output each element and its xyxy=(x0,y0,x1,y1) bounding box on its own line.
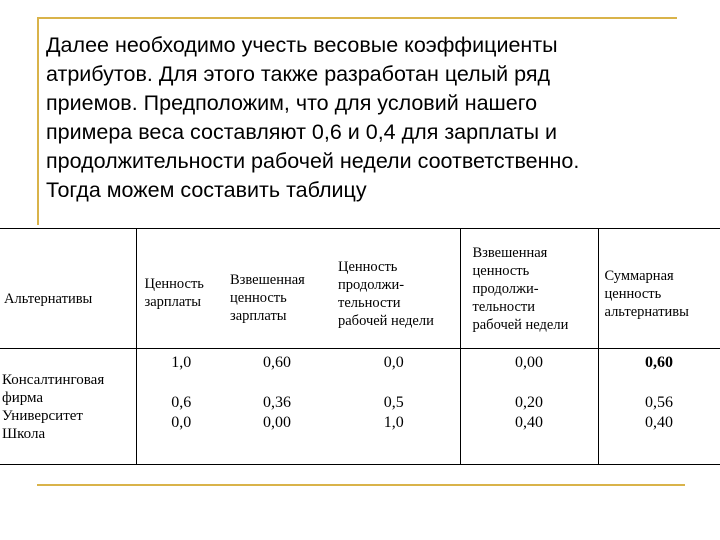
table-value: 0,0 xyxy=(171,414,192,431)
header-weighted-week xyxy=(460,229,598,349)
header-line: тельности xyxy=(472,298,536,315)
header-alternatives-label: Альтернативы xyxy=(4,290,93,307)
week-value-cell xyxy=(328,349,460,465)
decorative-rule-top xyxy=(37,17,677,19)
table-value: 0,6 xyxy=(171,394,192,411)
spacer xyxy=(139,373,225,393)
alternative-name: Школа xyxy=(2,425,46,442)
weighted-week-cell xyxy=(460,349,598,465)
header-line: ценность xyxy=(472,262,530,279)
header-alternatives xyxy=(0,229,136,349)
intro-line: продолжительности рабочей недели соответственно. xyxy=(46,149,580,173)
total-cell xyxy=(598,349,720,465)
intro-line: атрибутов. Для этого также разработан целый ряд xyxy=(46,62,551,86)
weighted-values-table xyxy=(0,228,720,465)
header-line: Суммарная xyxy=(604,267,674,284)
intro-line: примера веса составляют 0,6 и 0,4 для зарплаты и xyxy=(46,120,558,144)
table-value: 0,40 xyxy=(645,414,673,431)
intro-line: приемов. Предположим, что для условий нашего xyxy=(46,91,538,115)
alternatives-cell xyxy=(0,349,136,465)
spacer xyxy=(463,373,596,393)
table-value: 0,5 xyxy=(383,394,404,411)
table-value: 0,60 xyxy=(263,354,291,371)
header-line: продолжи- xyxy=(338,276,405,293)
header-total xyxy=(598,229,720,349)
spacer xyxy=(601,373,718,393)
table-header-row xyxy=(0,229,720,349)
decorative-rule-bottom xyxy=(37,484,685,486)
table-value: 0,36 xyxy=(263,394,291,411)
header-week-value xyxy=(328,229,460,349)
header-line: ценность xyxy=(230,289,287,306)
header-line: тельности xyxy=(338,294,401,311)
alternative-name: Университет xyxy=(2,407,83,424)
header-line: рабочей недели xyxy=(472,316,569,333)
header-line: ценность xyxy=(604,285,662,302)
table-value: 0,20 xyxy=(515,394,543,411)
header-line: Взвешенная xyxy=(230,271,305,288)
table-value: 0,60 xyxy=(645,354,673,371)
header-line: зарплаты xyxy=(144,293,202,310)
table-value: 0,00 xyxy=(515,354,543,371)
intro-paragraph xyxy=(46,31,686,205)
table-value: 1,0 xyxy=(171,354,192,371)
table-value: 0,0 xyxy=(383,354,404,371)
table-body-row xyxy=(0,349,720,465)
table-value: 0,40 xyxy=(515,414,543,431)
header-weighted-salary xyxy=(226,229,328,349)
header-line: Ценность xyxy=(144,275,204,292)
table-value: 0,00 xyxy=(263,414,291,431)
header-line: Взвешенная xyxy=(472,244,548,261)
spacer xyxy=(228,373,326,393)
salary-value-cell xyxy=(136,349,226,465)
header-line: Ценность xyxy=(338,258,398,275)
spacer xyxy=(330,373,458,393)
decorative-rule-left xyxy=(37,17,39,225)
intro-line: Тогда можем составить таблицу xyxy=(46,178,367,202)
header-line: продолжи- xyxy=(472,280,539,297)
table-value: 1,0 xyxy=(383,414,404,431)
intro-line: Далее необходимо учесть весовые коэффициенты xyxy=(46,33,558,57)
weighted-salary-cell xyxy=(226,349,328,465)
alternative-name: Консалтинговая фирма xyxy=(2,371,105,406)
header-line: рабочей недели xyxy=(338,312,434,329)
table-value: 0,56 xyxy=(645,394,673,411)
header-line: зарплаты xyxy=(230,307,287,324)
header-salary-value xyxy=(136,229,226,349)
header-line: альтернативы xyxy=(604,303,689,320)
